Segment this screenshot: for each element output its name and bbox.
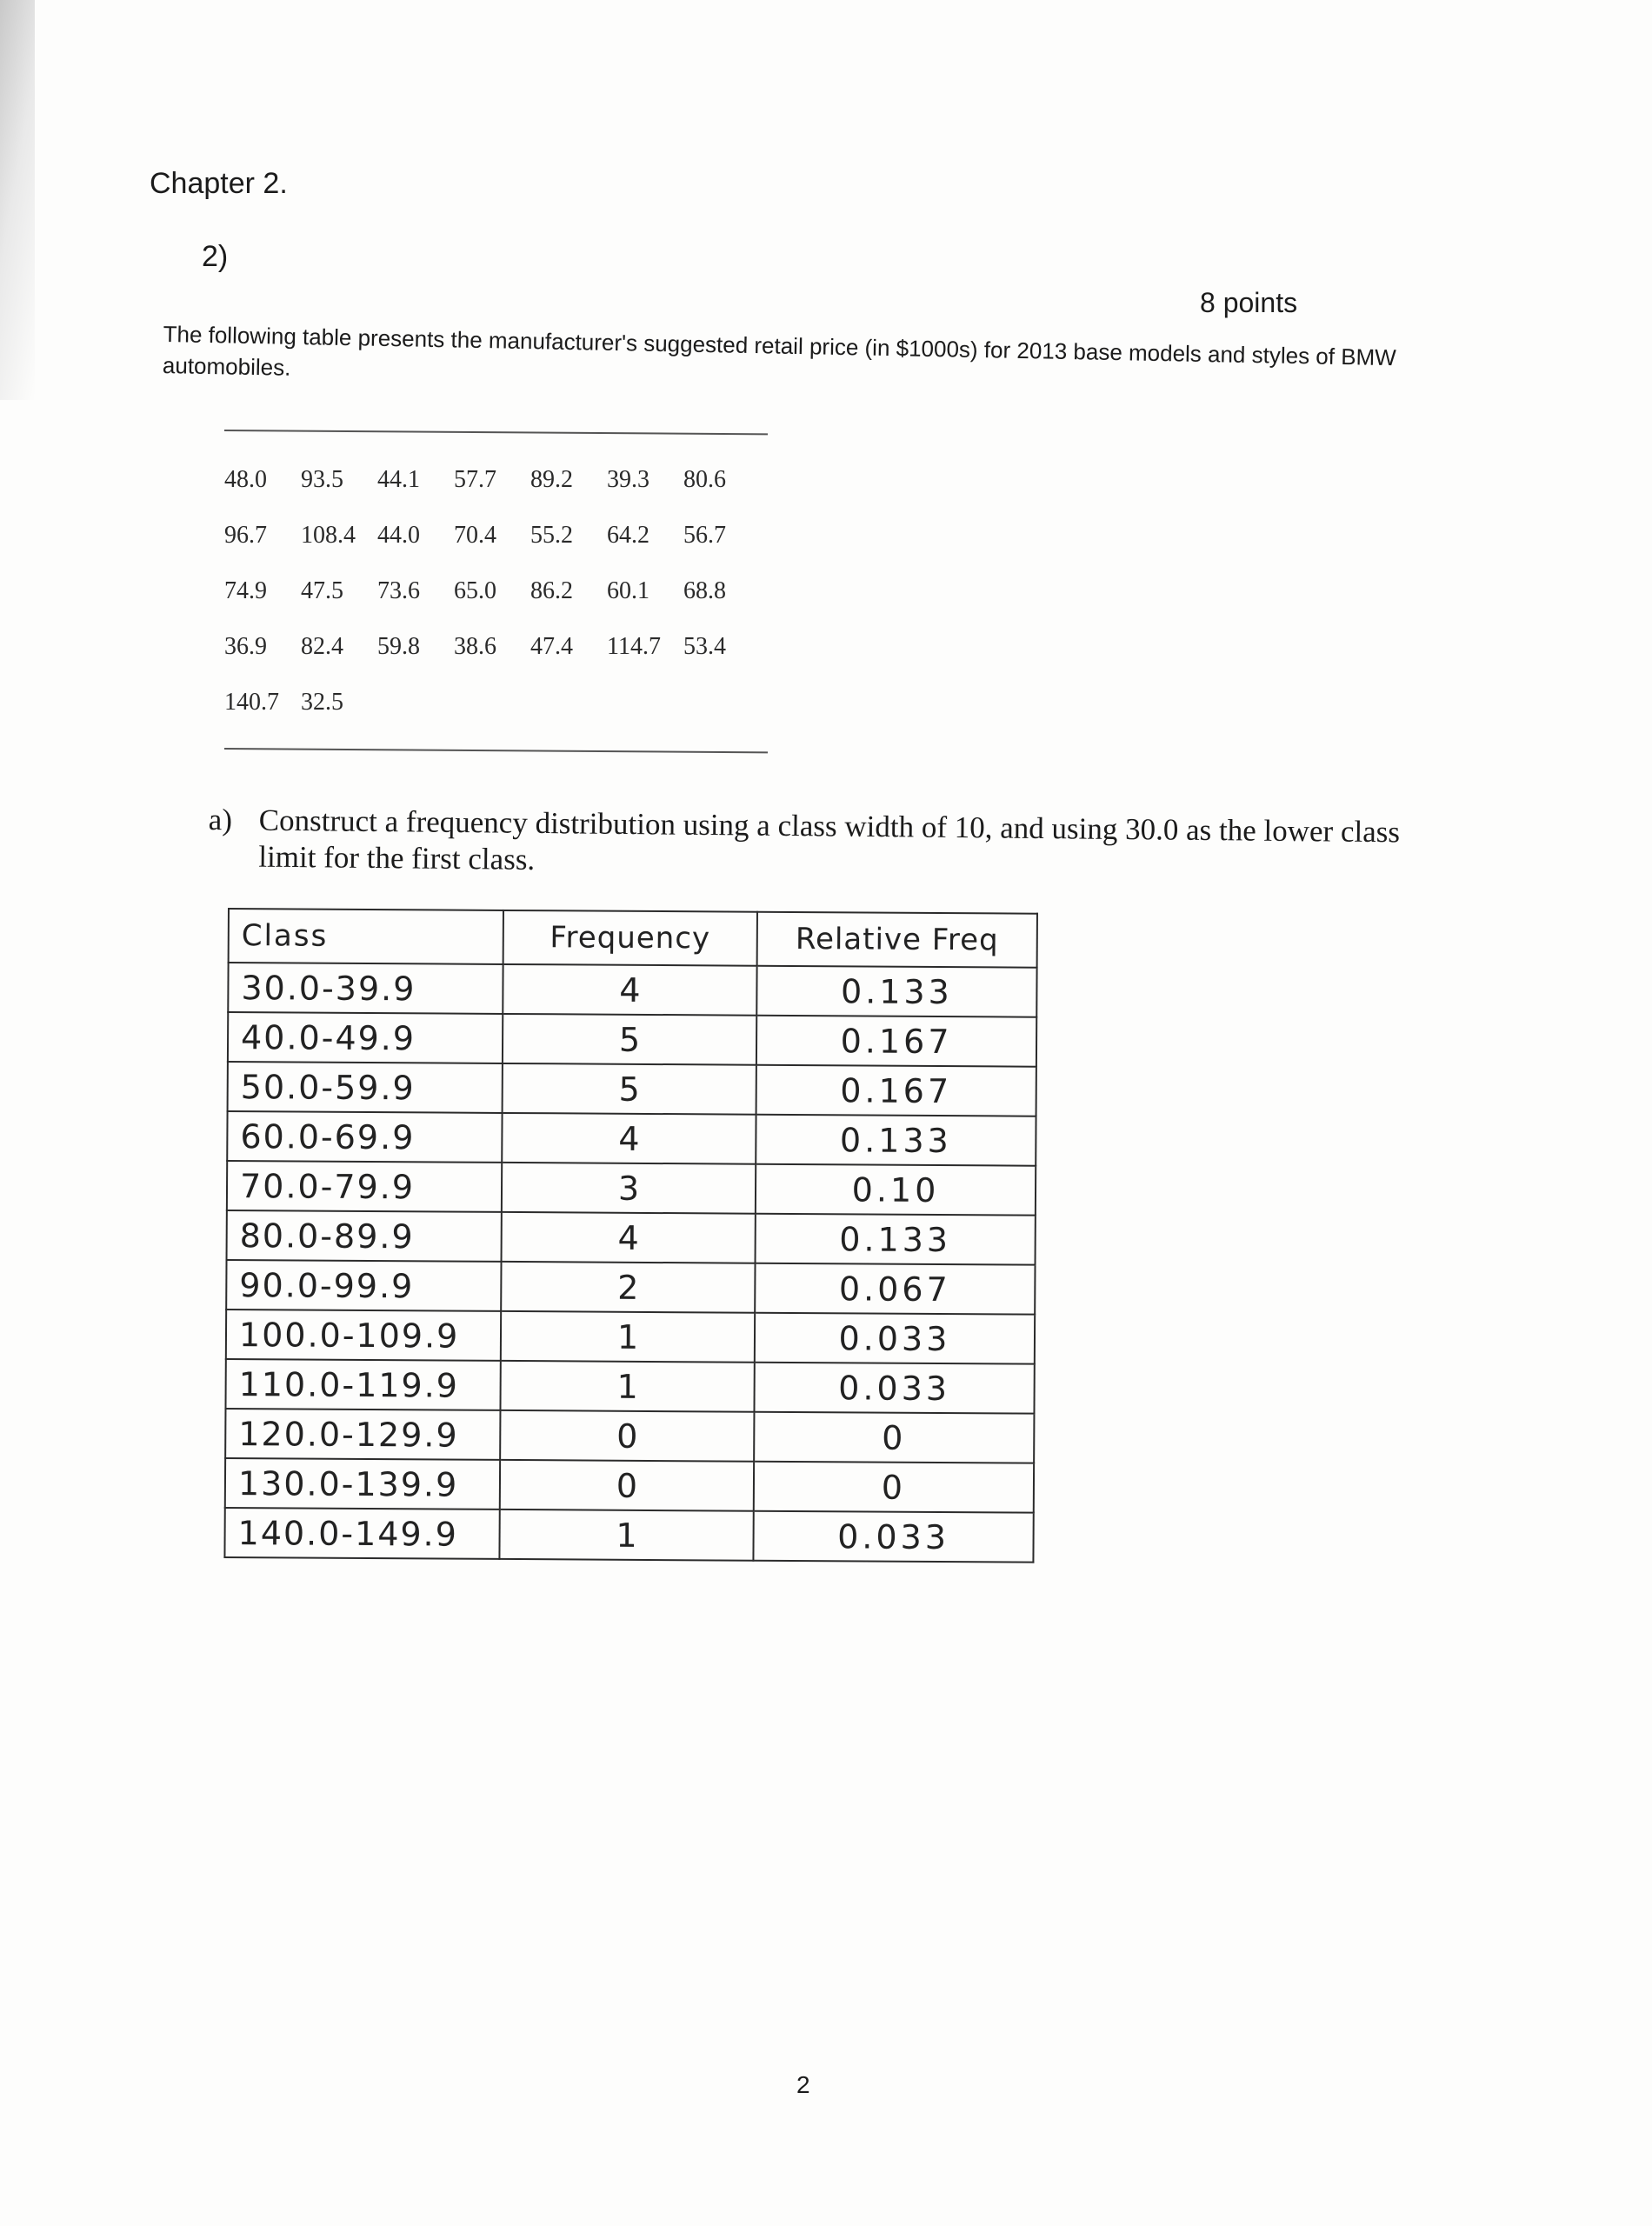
price-value: 89.2: [530, 466, 573, 493]
price-value: 73.6: [377, 577, 420, 604]
price-value: 47.4: [530, 633, 573, 660]
class-cell: 30.0-39.9: [228, 963, 503, 1014]
price-value: 70.4: [454, 522, 496, 549]
price-value: 140.7: [224, 689, 279, 716]
table-bottom-rule: [224, 748, 768, 753]
frequency-cell: 1: [500, 1361, 754, 1412]
frequency-cell: 5: [503, 1014, 756, 1065]
relative-frequency-cell: 0.067: [755, 1263, 1035, 1315]
frequency-table-body: [224, 963, 1036, 1563]
price-value: 44.1: [377, 466, 420, 493]
header-class: Class: [229, 909, 503, 964]
page-edge-shadow: [0, 0, 35, 400]
price-value: 60.1: [607, 577, 649, 604]
price-value: 80.6: [683, 466, 726, 493]
price-row: [224, 619, 781, 675]
class-cell: 110.0-119.9: [225, 1359, 500, 1410]
price-row: [224, 675, 781, 730]
frequency-cell: 2: [501, 1262, 755, 1313]
class-cell: 120.0-129.9: [225, 1409, 500, 1460]
table-row: [225, 1458, 1034, 1513]
class-cell: 40.0-49.9: [228, 1012, 503, 1063]
price-row: [224, 452, 781, 508]
relative-frequency-cell: 0.133: [756, 1214, 1036, 1265]
price-value: 53.4: [683, 633, 726, 660]
header-relative-frequency: Relative Freq: [757, 912, 1037, 968]
price-value: 39.3: [607, 466, 649, 493]
table-row: [226, 1310, 1035, 1364]
relative-frequency-cell: 0.133: [756, 1115, 1036, 1166]
table-row: [225, 1359, 1034, 1414]
price-rows: [224, 452, 781, 730]
relative-frequency-cell: 0.167: [756, 1016, 1036, 1067]
part-a-text: Construct a frequency distribution using a class width of 10, and using 30.0 as the lower class limit for the first class.: [258, 803, 1401, 876]
part-a-prompt: [208, 802, 1461, 876]
relative-frequency-cell: 0: [754, 1462, 1034, 1513]
points-label: 8 points: [1200, 287, 1298, 318]
relative-frequency-cell: 0.133: [756, 966, 1036, 1017]
table-row: [224, 1508, 1033, 1563]
price-value: 55.2: [530, 522, 573, 549]
price-value: 36.9: [224, 633, 267, 660]
price-value: 93.5: [301, 466, 343, 493]
price-value: 64.2: [607, 522, 649, 549]
price-value: 38.6: [454, 633, 496, 660]
price-value: 44.0: [377, 522, 420, 549]
price-row: [224, 563, 781, 619]
frequency-cell: 3: [502, 1163, 756, 1214]
class-cell: 140.0-149.9: [224, 1508, 499, 1559]
relative-frequency-cell: 0.167: [756, 1065, 1036, 1116]
relative-frequency-cell: 0.10: [756, 1164, 1036, 1216]
price-value: 82.4: [301, 633, 343, 660]
question-number: 2): [202, 240, 229, 273]
price-data-table: [224, 430, 781, 750]
table-row: [225, 1409, 1034, 1463]
frequency-cell: 4: [502, 1212, 756, 1263]
table-row: [228, 1012, 1036, 1067]
relative-frequency-cell: 0.033: [753, 1511, 1033, 1563]
frequency-cell: 5: [503, 1063, 756, 1115]
table-row: [227, 1111, 1036, 1166]
relative-frequency-cell: 0.033: [755, 1313, 1035, 1364]
class-cell: 100.0-109.9: [226, 1310, 501, 1361]
table-row: [227, 1210, 1036, 1265]
table-top-rule: [224, 430, 768, 435]
price-value: 47.5: [301, 577, 343, 604]
price-value: 68.8: [683, 577, 726, 604]
price-value: 96.7: [224, 522, 267, 549]
frequency-cell: 1: [499, 1510, 753, 1561]
page-number: 2: [796, 2071, 810, 2098]
frequency-cell: 4: [503, 964, 756, 1016]
table-row: [226, 1260, 1035, 1315]
frequency-cell: 0: [500, 1410, 754, 1462]
price-value: 65.0: [454, 577, 496, 604]
relative-frequency-cell: 0.033: [754, 1363, 1034, 1414]
relative-frequency-cell: 0: [754, 1412, 1034, 1463]
frequency-cell: 0: [500, 1460, 754, 1511]
price-value: 74.9: [224, 577, 267, 604]
frequency-cell: 4: [502, 1113, 756, 1164]
table-row: [228, 1062, 1036, 1116]
price-value: 86.2: [530, 577, 573, 604]
class-cell: 60.0-69.9: [227, 1111, 502, 1163]
price-value: 108.4: [301, 522, 356, 549]
price-value: 57.7: [454, 466, 496, 493]
class-cell: 90.0-99.9: [226, 1260, 501, 1311]
price-row: [224, 508, 781, 563]
frequency-table-header: [229, 909, 1037, 968]
frequency-cell: 1: [501, 1311, 755, 1363]
part-a-label: a): [208, 802, 233, 837]
chapter-heading: Chapter 2.: [150, 167, 288, 200]
question-intro: The following table presents the manufacturer's suggested retail price (in $1000s) for 2013 base models and styles of BMW automobiles.: [162, 320, 1397, 381]
class-cell: 70.0-79.9: [227, 1161, 502, 1212]
table-row: [228, 963, 1036, 1017]
header-frequency: Frequency: [503, 910, 757, 966]
frequency-distribution-table: [223, 908, 1038, 1563]
class-cell: 80.0-89.9: [227, 1210, 502, 1262]
table-row: [227, 1161, 1036, 1216]
class-cell: 130.0-139.9: [225, 1458, 500, 1510]
class-cell: 50.0-59.9: [228, 1062, 503, 1113]
price-value: 32.5: [301, 689, 343, 716]
price-value: 59.8: [377, 633, 420, 660]
price-value: 48.0: [224, 466, 267, 493]
price-value: 56.7: [683, 522, 726, 549]
price-value: 114.7: [607, 633, 661, 660]
